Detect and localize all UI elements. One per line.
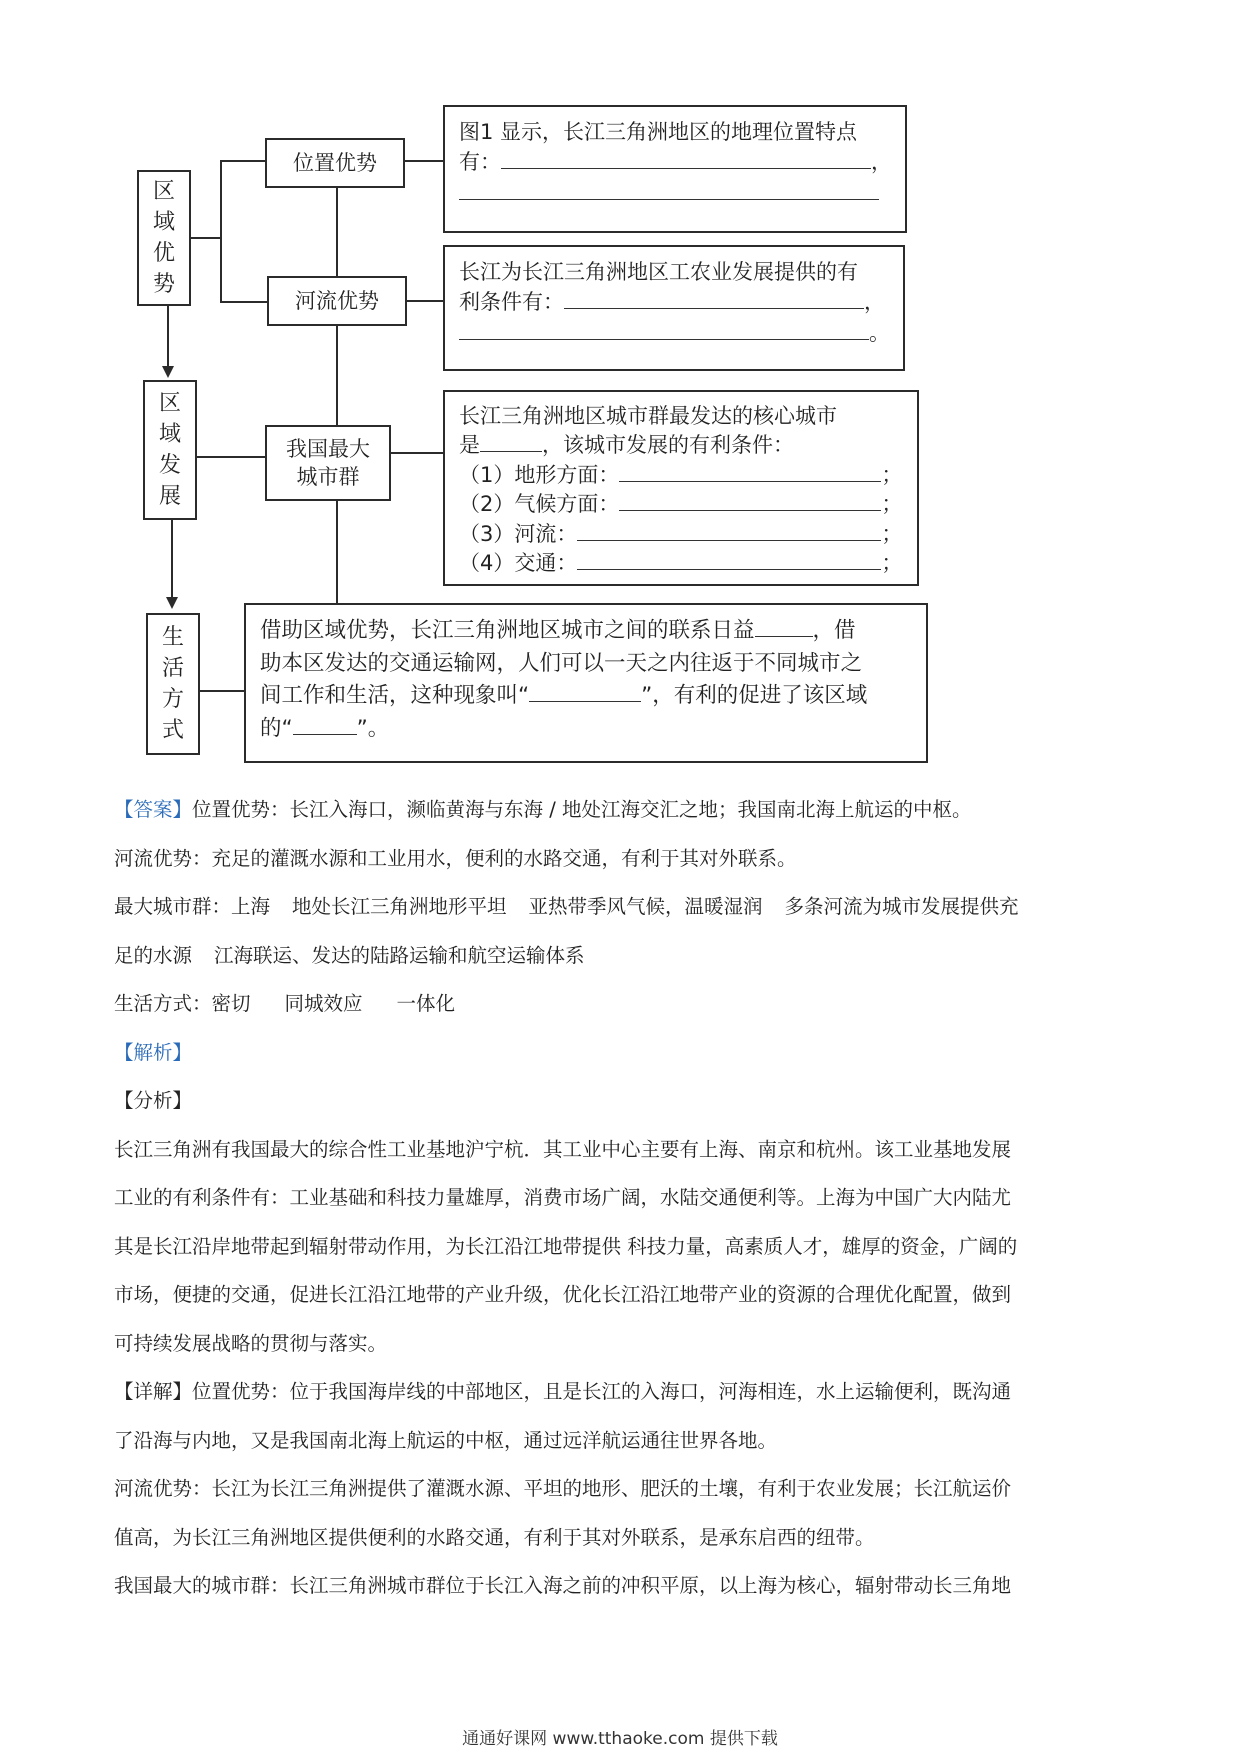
answer-line	[459, 178, 891, 208]
answer-line-3	[114, 883, 1134, 932]
char: 方	[161, 687, 184, 712]
question-text: ；	[881, 521, 903, 546]
arrow-line	[167, 306, 169, 366]
connector	[336, 501, 338, 611]
detail-text: 位置优势：位于我国海岸线的中部地区，且是长江的入海口，河海相连，水上运输便利，既沟通	[192, 1380, 1012, 1403]
question-text: ；	[881, 462, 903, 487]
question-text: 助本区发达的交通运输网，人们可以一天之内往返于不同城市之	[260, 650, 863, 676]
question-city-box	[443, 390, 919, 586]
analysis-text: 市场，便捷的交通，促进长江沿江地带的产业升级，优化长江沿江地带产业的资源的合理优化配置，做到	[114, 1283, 1012, 1306]
analysis-text: 其是长江沿岸地带起到辐射带动作用，为长江沿江地带提供 科技力量，高素质人才，雄厚的资金，广阔的	[114, 1234, 1018, 1258]
question-text: 间工作和生活，这种现象叫“	[260, 683, 530, 709]
answer-line-5	[114, 980, 1134, 1029]
question-text: 的“	[260, 716, 293, 742]
connector	[197, 456, 265, 458]
answer-line-4	[114, 932, 1134, 981]
blank	[619, 492, 881, 511]
blank	[755, 618, 813, 637]
blank	[619, 463, 881, 482]
detail-text: 河流优势：长江为长江三角洲提供了灌溉水源、平坦的地形、肥沃的土壤，有利于农业发展；长江航运价	[114, 1477, 1012, 1500]
question-text: 借助区域优势，长江三角洲地区城市之间的联系日益	[260, 618, 755, 643]
detail-text: 我国最大的城市群：长江三角洲城市群位于长江入海之前的冲积平原，以上海为核心，辐射带动长三角地	[114, 1574, 1012, 1597]
connector	[391, 452, 443, 454]
answer-line-2: 河流优势：充足的灌溉水源和工业用水，便利的水路交通，有利于其对外联系。	[114, 846, 797, 870]
answer-text: 江海联运、发达的陆路运输和航空运输体系	[214, 943, 585, 967]
blank	[577, 522, 881, 541]
answer-line	[459, 318, 889, 348]
connector	[407, 300, 443, 302]
answer-line	[459, 549, 903, 578]
question-text: 。	[869, 320, 890, 345]
label: 河流优势	[295, 288, 379, 313]
river-advantage-box	[267, 276, 407, 326]
location-advantage-box	[265, 138, 405, 188]
question-river-box	[443, 245, 905, 371]
answer-text: 亚热带季风气候，温暖湿润	[528, 895, 763, 918]
label: 我国最大	[286, 436, 370, 461]
char: 区	[158, 391, 181, 416]
char: 活	[161, 656, 184, 681]
char: 域	[158, 422, 181, 447]
connector	[200, 690, 244, 692]
answer-line	[459, 431, 903, 460]
answer-line	[459, 147, 891, 177]
answer-line	[260, 615, 912, 648]
question-text: ，借	[812, 618, 856, 643]
answer-line	[459, 287, 889, 317]
connector	[405, 160, 443, 162]
blank	[529, 683, 641, 702]
question-text: （4）交通：	[459, 550, 578, 575]
answer-text: 多条河流为城市发展提供充	[784, 895, 1019, 918]
question-text: （3）河流：	[459, 521, 578, 546]
answer-line	[260, 713, 912, 746]
flow-diagram	[0, 0, 1240, 780]
answer-line	[459, 520, 903, 549]
answer-section	[114, 786, 1134, 1611]
question-text: 是	[459, 433, 480, 458]
answer-text: 地处长江三角洲地形平坦	[292, 895, 507, 918]
blank	[459, 321, 869, 340]
largest-city-group-box	[265, 425, 391, 501]
answer-text: 生活方式：密切	[114, 992, 251, 1015]
blank	[501, 150, 871, 169]
answer-line	[260, 680, 912, 713]
analysis-subheading: 【分析】	[114, 1089, 193, 1112]
question-text: ”。	[356, 716, 390, 742]
label: 城市群	[296, 465, 360, 489]
analysis-text: 可持续发展战略的贯彻与落实。	[114, 1331, 388, 1355]
page-footer: 通通好课网 www.tthaoke.com 提供下载	[462, 1729, 778, 1749]
question-location-box	[443, 105, 907, 233]
char: 势	[152, 272, 175, 297]
question-text: 长江三角洲地区城市群最发达的核心城市	[459, 404, 837, 428]
answer-text: 位置优势：长江入海口，濒临黄海与东海 / 地处江海交汇之地；我国南北海上航运的中枢。	[192, 798, 972, 821]
analysis-heading	[114, 1029, 1134, 1078]
blank	[459, 181, 879, 200]
arrow-head	[166, 597, 178, 609]
region-development-box	[143, 380, 197, 520]
connector	[220, 160, 266, 162]
question-text: ，	[864, 290, 885, 315]
blank	[480, 433, 542, 452]
detail-tag: 【详解】	[114, 1380, 193, 1403]
question-text: 有：	[459, 150, 501, 175]
char: 区	[152, 179, 175, 204]
char: 域	[152, 210, 175, 235]
question-text: ，该城市发展的有利条件：	[542, 433, 794, 458]
arrow-head	[162, 366, 174, 378]
char: 生	[161, 625, 184, 650]
connector	[220, 301, 268, 303]
label: 位置优势	[293, 150, 377, 175]
answer-text: 一体化	[396, 992, 456, 1015]
detail-line-1	[114, 1368, 1134, 1417]
answer-text: 最大城市群：上海	[114, 895, 271, 918]
blank	[577, 551, 881, 570]
question-text: 图1 显示，长江三角洲地区的地理位置特点	[459, 120, 858, 144]
analysis-tag: 【解析】	[114, 1040, 193, 1064]
question-text: （1）地形方面：	[459, 462, 620, 487]
answer-tag: 【答案】	[114, 798, 193, 821]
question-text: 长江为长江三角洲地区工农业发展提供的有	[459, 260, 858, 284]
answer-line	[459, 490, 903, 519]
question-text: （2）气候方面：	[459, 492, 620, 517]
connector	[336, 326, 338, 425]
region-advantage-box	[137, 170, 191, 306]
answer-text: 同城效应	[284, 992, 363, 1015]
lifestyle-box	[146, 613, 200, 755]
char: 展	[158, 484, 181, 509]
question-text: 利条件有：	[459, 290, 564, 315]
question-lifestyle-box	[244, 603, 928, 763]
blank	[293, 716, 357, 735]
question-text: ”，有利的促进了该区域	[641, 683, 868, 709]
detail-text: 了沿海与内地，又是我国南北海上航运的中枢，通过远洋航运通往世界各地。	[114, 1428, 778, 1452]
answer-line-1	[114, 786, 1134, 835]
char: 优	[152, 241, 175, 266]
question-text: ；	[881, 550, 903, 575]
char: 式	[161, 718, 184, 743]
connector	[191, 237, 221, 239]
detail-text: 值高，为长江三角洲地区提供便利的水路交通，有利于其对外联系，是承东启西的纽带。	[114, 1525, 875, 1549]
connector	[336, 188, 338, 276]
answer-line	[459, 461, 903, 490]
question-text: ，	[871, 150, 892, 175]
arrow-line	[171, 520, 173, 598]
analysis-text: 长江三角洲有我国最大的综合性工业基地沪宁杭．其工业中心主要有上海、南京和杭州。该工业基地发展	[114, 1137, 1012, 1161]
analysis-text: 工业的有利条件有：工业基础和科技力量雄厚，消费市场广阔，水陆交通便利等。上海为中国广大内陆尤	[114, 1186, 1012, 1209]
question-text: ；	[881, 492, 903, 517]
connector	[220, 160, 222, 302]
blank	[564, 290, 864, 309]
answer-text: 足的水源	[114, 943, 193, 967]
char: 发	[158, 453, 181, 478]
